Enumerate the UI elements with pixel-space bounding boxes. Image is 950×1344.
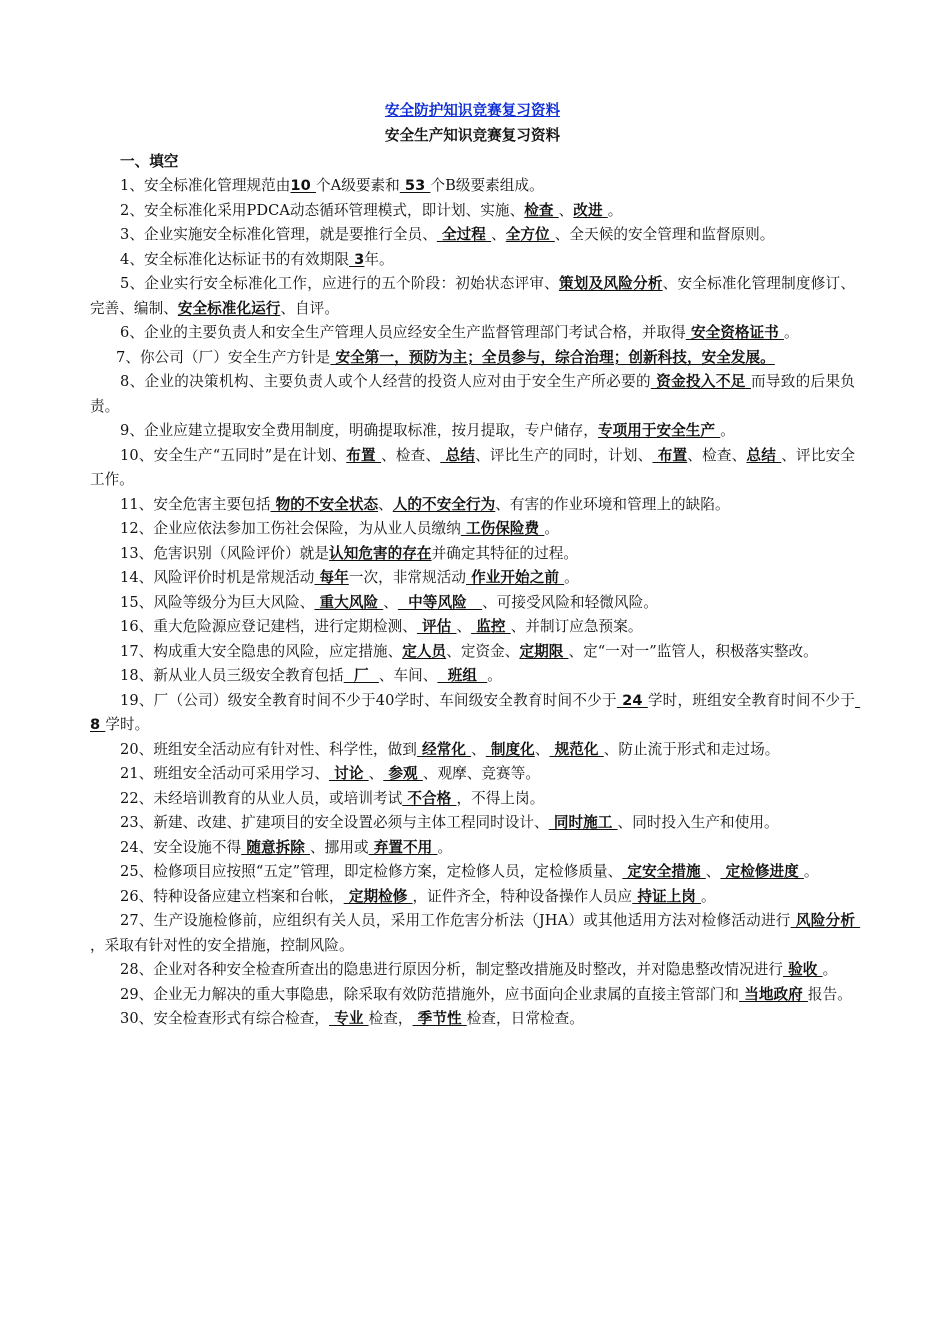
answer-blank: 同时施工	[548, 814, 618, 831]
answer-blank: 定安全措施	[622, 863, 706, 880]
answer-blank: 人的不安全行为	[392, 495, 496, 513]
question-text: 。	[701, 887, 716, 905]
question-text: 、	[705, 863, 721, 880]
question-text: 30、安全检查形式有综合检查，	[120, 1010, 330, 1027]
question-text: 一次，非常规活动	[348, 569, 466, 586]
question-item	[90, 321, 855, 346]
question-text: 、自评。	[280, 299, 339, 317]
answer-blank: 布置	[652, 446, 688, 464]
answer-blank: 讨论	[329, 765, 369, 782]
question-text: 12、企业应依法参加工伤社会保险，为从业人员缴纳	[120, 520, 461, 537]
question-text: 21、班组安全活动可采用学习、	[120, 765, 330, 782]
question-item	[90, 762, 855, 787]
answer-blank: 每年	[314, 569, 349, 586]
answer-blank: 厂	[343, 667, 379, 684]
question-text: 、	[378, 495, 393, 513]
question-item	[90, 811, 855, 836]
answer-blank: 制度化	[485, 740, 535, 758]
question-item	[90, 983, 855, 1008]
answer-blank: 布置	[346, 446, 382, 464]
question-text: ，证件齐全，特种设备操作人员应	[412, 887, 633, 905]
question-item	[90, 591, 855, 616]
question-item	[90, 174, 855, 199]
question-text: 、	[558, 201, 574, 219]
answer-blank: 3	[349, 250, 365, 268]
question-text: 、	[534, 740, 550, 758]
question-item	[90, 517, 855, 542]
question-text: 14、风险评价时机是常规活动	[120, 569, 315, 586]
answer-blank: 认知危害的存在	[329, 544, 432, 562]
question-text: 28、企业对各种安全检查所查出的隐患进行原因分析，制定整改措施及时整改，并对隐患整改情况进行	[120, 961, 783, 978]
question-item	[90, 615, 855, 640]
question-item	[90, 664, 855, 689]
question-text: 4、安全标准化达标证书的有效期限	[120, 250, 349, 268]
answer-blank: 总结	[440, 446, 476, 464]
question-text: 。	[822, 961, 838, 978]
question-text: 10、安全生产“五同时”是在计划、	[120, 446, 347, 464]
question-text: 、	[456, 618, 472, 635]
question-text: 、有害的作业环境和管理上的缺陷。	[495, 495, 730, 513]
question-text: 、防止流于形式和走过场。	[603, 740, 780, 758]
question-text: 、	[368, 765, 384, 782]
question-text: 而导致的后果负责。	[90, 373, 855, 415]
question-text: 、检查、	[687, 446, 747, 464]
answer-blank: 全过程	[436, 226, 492, 243]
answer-blank: 验收	[783, 961, 823, 978]
question-text: 。	[783, 324, 799, 341]
answer-blank: 10	[290, 177, 316, 194]
question-item	[90, 909, 861, 958]
answer-blank: 定人员	[402, 642, 447, 660]
question-text: 、全天候的安全管理和监督原则。	[554, 226, 775, 243]
question-text: 个A级要素和	[315, 177, 400, 194]
question-text: 8、企业的决策机构、主要负责人或个人经营的投资人应对由于安全生产所必要的	[120, 373, 651, 390]
question-text: 。	[564, 569, 579, 586]
answer-blank: 风险分析	[790, 912, 861, 929]
question-text: 、安全标准化管理制度修订、完善、编制、	[90, 275, 855, 317]
question-text: 13、危害识别（风险评价）就是	[120, 544, 330, 562]
answer-blank: 评估	[416, 618, 457, 635]
question-item	[90, 640, 855, 665]
answer-blank: 弃置不用	[368, 838, 438, 856]
answer-blank: 重大风险	[314, 593, 384, 611]
question-text: 年。	[364, 250, 394, 268]
question-text: 个B级要素组成。	[430, 177, 544, 194]
answer-blank: 专项用于安全生产	[597, 422, 721, 439]
answer-blank: 定期限	[519, 642, 569, 660]
question-text: 。	[720, 422, 735, 439]
answer-blank: 参观	[383, 765, 423, 782]
answer-blank: 53	[399, 177, 431, 194]
answer-blank: 中等风险	[397, 593, 483, 611]
question-text: 学时。	[105, 716, 150, 733]
answer-blank: 专业	[329, 1010, 369, 1027]
question-item	[90, 738, 855, 763]
question-text: 11、安全危害主要包括	[120, 495, 271, 513]
question-text: ，采取有针对性的安全措施，控制风险。	[90, 936, 354, 954]
question-item	[90, 493, 855, 518]
section-heading: 一、填空	[120, 153, 179, 170]
question-text: 27、生产设施检修前，应组织有关人员，采用工作危害分析法（JHA）或其他适用方法对检修活动进行	[120, 912, 791, 929]
question-item	[90, 370, 855, 419]
question-text: 25、检修项目应按照“五定”管理，即定检修方案，定检修人员，定检修质量、	[120, 863, 623, 880]
answer-blank: 持证上岗	[632, 887, 702, 905]
question-item	[90, 223, 855, 248]
question-item	[90, 1007, 855, 1032]
answer-blank: 物的不安全状态	[270, 495, 379, 513]
question-text: 并确定其特征的过程。	[431, 544, 579, 562]
question-item	[90, 444, 855, 493]
question-text: 报告。	[807, 985, 852, 1003]
question-text: 、定“一对一”监管人，积极落实整改。	[568, 642, 818, 660]
question-text: 、	[471, 740, 486, 758]
question-text: 18、新从业人员三级安全教育包括	[120, 667, 344, 684]
answer-blank: 全方位	[505, 226, 555, 243]
question-item	[90, 248, 855, 273]
answer-blank: 监控	[471, 618, 511, 635]
question-item	[90, 860, 855, 885]
answer-blank: 总结	[746, 446, 782, 464]
question-text: 16、重大危险源应登记建档，进行定期检测、	[120, 618, 417, 635]
answer-blank: 检查	[524, 201, 559, 219]
answer-blank: 定期检修	[343, 887, 413, 905]
answer-blank: 资金投入不足	[650, 373, 751, 390]
answer-blank: 策划及风险分析	[558, 275, 663, 292]
answer-blank: 改进	[573, 201, 608, 219]
question-text: ，不得上岗。	[456, 789, 545, 807]
question-text: 检查，	[368, 1010, 413, 1027]
question-text: 、观摩、竞赛等。	[422, 765, 540, 782]
answer-blank: 当地政府	[739, 985, 808, 1003]
question-text: 。	[437, 838, 453, 856]
question-text: 、并制订应急预案。	[510, 618, 643, 635]
question-text: 、定资金、	[446, 642, 520, 660]
question-text: 23、新建、改建、扩建项目的安全设置必须与主体工程同时设计、	[120, 814, 549, 831]
question-text: 、	[383, 593, 398, 611]
question-text: 19、厂（公司）级安全教育时间不少于40学时、车间级安全教育时间不少于	[120, 691, 617, 709]
answer-blank: 随意拆除	[241, 838, 311, 856]
question-text: 。	[487, 667, 502, 684]
answer-blank: 安全第一，预防为主；全员参与，综合治理；创新科技，安全发展。	[330, 348, 775, 366]
question-text: 2、安全标准化采用PDCA动态循环管理模式，即计划、实施、	[120, 201, 525, 219]
answer-blank: 安全标准化运行	[177, 299, 281, 317]
question-text: 、检查、	[381, 446, 441, 464]
question-item	[90, 542, 855, 567]
answer-blank: 经常化	[416, 740, 472, 758]
document-link-title[interactable]: 安全防护知识竞赛复习资料	[384, 102, 561, 119]
question-item	[90, 958, 855, 983]
question-item	[90, 836, 855, 861]
question-text: 3、企业实施安全标准化管理，就是要推行全员、	[120, 226, 437, 243]
answer-blank: 作业开始之前	[465, 569, 565, 586]
question-text: 5、企业实行安全标准化工作，应进行的五个阶段：初始状态评审、	[120, 275, 559, 292]
answer-blank: 工伤保险费	[460, 520, 545, 537]
question-text: 、可接受风险和轻微风险。	[482, 593, 658, 611]
question-text: 、	[491, 226, 506, 243]
question-text: 22、未经培训教育的从业人员，或培训考试	[120, 789, 403, 807]
question-item	[90, 689, 861, 738]
question-item	[90, 566, 855, 591]
answer-blank: 不合格	[402, 789, 457, 807]
answer-blank: 安全资格证书	[685, 324, 784, 341]
question-item	[90, 346, 855, 371]
document-title: 安全生产知识竞赛复习资料	[384, 127, 561, 144]
question-item	[90, 885, 855, 910]
answer-blank: 8	[90, 691, 861, 733]
answer-blank: 规范化	[549, 740, 604, 758]
question-text: 、车间、	[378, 667, 438, 684]
question-text: 、评比安全工作。	[90, 446, 856, 488]
question-text: 15、风险等级分为巨大风险、	[120, 593, 315, 611]
document-page	[90, 98, 861, 1032]
question-text: 24、安全设施不得	[120, 838, 242, 856]
question-text: 、挪用或	[310, 838, 369, 856]
question-item	[90, 272, 855, 321]
question-text: 检查，日常检查。	[466, 1010, 584, 1027]
answer-blank: 季节性	[412, 1010, 467, 1027]
question-text: 。	[607, 201, 623, 219]
question-text: 6、企业的主要负责人和安全生产管理人员应经安全生产监督管理部门考试合格，并取得	[120, 324, 686, 341]
question-text: 26、特种设备应建立档案和台帐，	[120, 887, 344, 905]
question-text: 7、你公司（厂）安全生产方针是	[116, 348, 331, 366]
answer-blank: 24	[616, 691, 648, 709]
question-item	[90, 199, 855, 224]
question-item	[90, 787, 855, 812]
question-text: 、评比生产的同时，计划、	[475, 446, 653, 464]
question-text: 学时，班组安全教育时间不少于	[647, 691, 856, 709]
question-text: 1、安全标准化管理规范由	[120, 177, 291, 194]
question-text: 17、构成重大安全隐患的风险，应定措施、	[120, 642, 403, 660]
question-text: 29、企业无力解决的重大事隐患，除采取有效防范措施外，应书面向企业隶属的直接主管部门和	[120, 985, 740, 1003]
question-item	[90, 419, 855, 444]
question-text: 。	[803, 863, 819, 880]
answer-blank: 定检修进度	[720, 863, 804, 880]
question-text: 9、企业应建立提取安全费用制度，明确提取标准，按月提取，专户储存，	[120, 422, 598, 439]
question-list	[90, 174, 861, 1032]
answer-blank: 班组	[437, 667, 488, 684]
question-text: 20、班组安全活动应有针对性、科学性，做到	[120, 740, 417, 758]
question-text: 、同时投入生产和使用。	[617, 814, 779, 831]
question-text: 。	[544, 520, 559, 537]
